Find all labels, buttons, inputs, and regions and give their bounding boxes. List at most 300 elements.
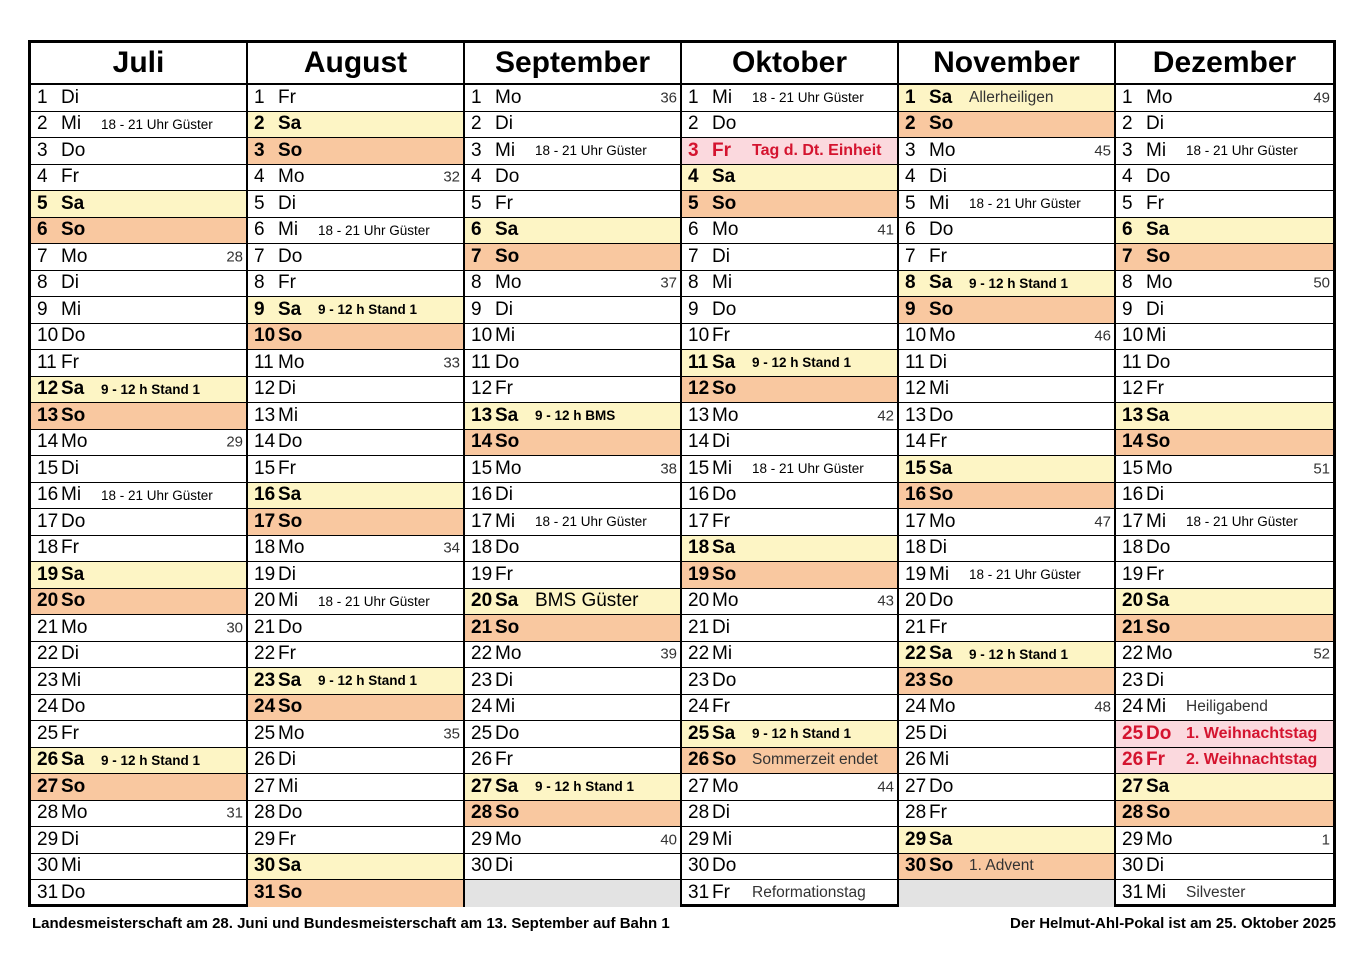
day-number: 8 (905, 272, 916, 294)
day-note: 9 - 12 h Stand 1 (969, 275, 1069, 291)
day-row (465, 748, 680, 775)
day-row (682, 880, 897, 907)
day-number: 25 (471, 722, 493, 744)
day-row (899, 244, 1114, 271)
day-row (31, 244, 246, 271)
day-number: 3 (1122, 139, 1133, 161)
day-row (682, 668, 897, 695)
weekday: Sa (278, 113, 302, 135)
weekday: So (712, 378, 737, 400)
day-row (248, 721, 463, 748)
day-number: 26 (37, 749, 59, 771)
day-number: 15 (1122, 457, 1144, 479)
weekday: Mi (1146, 882, 1167, 904)
day-row (1116, 589, 1333, 616)
weekday: So (278, 325, 303, 347)
day-note: 18 - 21 Uhr Güster (752, 90, 864, 106)
weekday: Sa (929, 272, 953, 294)
day-number: 23 (471, 669, 493, 691)
weekday: Di (61, 828, 79, 850)
week-number: 46 (1094, 327, 1111, 345)
day-note: 9 - 12 h Stand 1 (318, 673, 418, 689)
day-row (682, 218, 897, 245)
day-number: 1 (1122, 86, 1133, 108)
day-row (682, 536, 897, 563)
day-number: 24 (1122, 696, 1144, 718)
day-number: 4 (688, 166, 699, 188)
day-row (31, 695, 246, 722)
week-number: 29 (226, 433, 243, 451)
day-row (682, 562, 897, 589)
weekday: Mi (495, 510, 516, 532)
day-number: 29 (1122, 828, 1144, 850)
week-number: 39 (660, 645, 677, 663)
day-row (682, 297, 897, 324)
day-note: 2. Weihnachtstag (1186, 751, 1318, 769)
day-number: 31 (1122, 882, 1144, 904)
day-note: 1. Advent (969, 857, 1034, 875)
weekday: Do (61, 325, 86, 347)
day-number: 12 (688, 378, 710, 400)
day-row (248, 562, 463, 589)
week-number: 37 (660, 274, 677, 292)
day-number: 1 (37, 86, 48, 108)
weekday: Di (1146, 298, 1164, 320)
day-note: 9 - 12 h Stand 1 (535, 779, 635, 795)
day-number: 28 (254, 802, 276, 824)
day-row (682, 456, 897, 483)
weekday: Di (61, 457, 79, 479)
day-row (1116, 244, 1333, 271)
day-row (465, 536, 680, 563)
weekday: Di (495, 113, 513, 135)
weekday: So (495, 616, 520, 638)
day-number: 29 (254, 828, 276, 850)
day-row (465, 483, 680, 510)
day-number: 23 (688, 669, 710, 691)
weekday: Di (712, 616, 730, 638)
day-number: 12 (1122, 378, 1144, 400)
weekday: Sa (712, 537, 736, 559)
day-row (248, 271, 463, 298)
day-row (1116, 191, 1333, 218)
weekday: Mo (929, 696, 956, 718)
weekday: Di (495, 855, 513, 877)
day-row (31, 324, 246, 351)
week-number: 34 (443, 539, 460, 557)
day-number: 30 (471, 855, 493, 877)
day-number: 21 (905, 616, 927, 638)
day-number: 7 (688, 245, 699, 267)
day-number: 29 (37, 828, 59, 850)
weekday: Di (712, 245, 730, 267)
day-row (465, 191, 680, 218)
weekday: Mo (278, 351, 305, 373)
day-row (248, 589, 463, 616)
day-number: 28 (37, 802, 59, 824)
weekday: Sa (61, 749, 85, 771)
weekday: Sa (929, 457, 953, 479)
day-row (899, 721, 1114, 748)
month-column-juli (31, 43, 248, 907)
weekday: Mo (929, 325, 956, 347)
weekday: So (929, 484, 954, 506)
day-row (465, 695, 680, 722)
weekday: Mo (1146, 272, 1173, 294)
weekday: Mi (1146, 510, 1167, 532)
day-row (899, 85, 1114, 112)
weekday: Do (712, 113, 737, 135)
day-row (248, 774, 463, 801)
day-number: 2 (471, 113, 482, 135)
day-row (31, 509, 246, 536)
day-number: 19 (37, 563, 59, 585)
weekday: Fr (712, 510, 730, 532)
day-row (248, 165, 463, 192)
weekday: Mo (61, 616, 88, 638)
day-number: 19 (1122, 563, 1144, 585)
weekday: Fr (495, 192, 513, 214)
week-number: 31 (226, 804, 243, 822)
day-row (465, 218, 680, 245)
month-header: November (899, 43, 1114, 85)
day-row (1116, 562, 1333, 589)
day-note: 18 - 21 Uhr Güster (101, 487, 213, 503)
day-number: 22 (1122, 643, 1144, 665)
weekday: So (61, 775, 86, 797)
day-number: 2 (1122, 113, 1133, 135)
day-number: 30 (905, 855, 927, 877)
day-number: 20 (37, 590, 59, 612)
day-note: 18 - 21 Uhr Güster (318, 222, 430, 238)
weekday: Sa (1146, 590, 1170, 612)
weekday: So (1146, 431, 1171, 453)
day-number: 7 (471, 245, 482, 267)
weekday: Do (1146, 166, 1171, 188)
day-row (248, 324, 463, 351)
day-number: 21 (254, 616, 276, 638)
weekday: Fr (712, 139, 731, 161)
weekday: Fr (712, 325, 730, 347)
day-row (248, 801, 463, 828)
day-row (465, 801, 680, 828)
week-number: 28 (226, 248, 243, 266)
weekday: So (278, 510, 303, 532)
weekday: Di (278, 749, 296, 771)
weekday: Mo (712, 590, 739, 612)
day-number: 25 (1122, 722, 1144, 744)
day-row (465, 138, 680, 165)
day-number: 3 (254, 139, 265, 161)
day-row (682, 589, 897, 616)
weekday: Fr (61, 722, 79, 744)
weekday: Mo (1146, 457, 1173, 479)
day-number: 18 (37, 537, 59, 559)
weekday: Sa (495, 219, 519, 241)
day-number: 18 (688, 537, 710, 559)
day-number: 15 (688, 457, 710, 479)
day-note: Sommerzeit endet (752, 751, 878, 769)
day-number: 13 (37, 404, 59, 426)
day-row (1116, 721, 1333, 748)
day-number: 7 (37, 245, 48, 267)
day-number: 28 (471, 802, 493, 824)
weekday: Sa (61, 563, 85, 585)
weekday: So (61, 590, 86, 612)
day-row (899, 430, 1114, 457)
weekday: Do (495, 351, 520, 373)
day-number: 27 (905, 775, 927, 797)
day-note: 9 - 12 h Stand 1 (101, 752, 201, 768)
weekday: Fr (495, 378, 513, 400)
day-number: 7 (905, 245, 916, 267)
day-number: 8 (471, 272, 482, 294)
day-number: 26 (1122, 749, 1144, 771)
weekday: Fr (61, 537, 79, 559)
weekday: So (929, 298, 954, 320)
day-row (682, 271, 897, 298)
day-row (899, 138, 1114, 165)
day-number: 9 (905, 298, 916, 320)
day-number: 10 (37, 325, 59, 347)
day-row (899, 615, 1114, 642)
weekday: Fr (278, 828, 296, 850)
weekday: Mo (495, 86, 522, 108)
month-header: Dezember (1116, 43, 1333, 85)
weekday: Mi (712, 457, 733, 479)
day-row (899, 774, 1114, 801)
day-row (31, 456, 246, 483)
day-row (248, 403, 463, 430)
day-note: Heiligabend (1186, 698, 1268, 716)
day-number: 22 (688, 643, 710, 665)
day-row (899, 668, 1114, 695)
weekday: Mo (61, 245, 88, 267)
day-note: 18 - 21 Uhr Güster (535, 514, 647, 530)
day-row (465, 456, 680, 483)
day-row (1116, 218, 1333, 245)
day-note: 18 - 21 Uhr Güster (101, 116, 213, 132)
day-row (31, 297, 246, 324)
day-row (899, 165, 1114, 192)
weekday: Do (61, 696, 86, 718)
day-row (31, 403, 246, 430)
weekday: Do (495, 166, 520, 188)
day-row (248, 191, 463, 218)
month-column-dezember (1116, 43, 1333, 907)
day-number: 8 (254, 272, 265, 294)
weekday: So (278, 696, 303, 718)
day-row (682, 350, 897, 377)
weekday: Do (712, 855, 737, 877)
weekday: Di (1146, 855, 1164, 877)
day-number: 17 (37, 510, 59, 532)
weekday: Di (712, 802, 730, 824)
day-row (248, 456, 463, 483)
weekday: Do (495, 722, 520, 744)
day-number: 4 (471, 166, 482, 188)
weekday: Di (1146, 669, 1164, 691)
day-row (465, 377, 680, 404)
weekday: Mo (929, 510, 956, 532)
day-row (248, 138, 463, 165)
day-row (1116, 695, 1333, 722)
month-header: Oktober (682, 43, 897, 85)
week-number: 42 (877, 407, 894, 425)
day-number: 15 (254, 457, 276, 479)
weekday: Di (61, 643, 79, 665)
weekday: Di (278, 378, 296, 400)
day-number: 20 (905, 590, 927, 612)
weekday: Sa (712, 722, 736, 744)
day-number: 11 (1122, 351, 1142, 373)
day-row (248, 483, 463, 510)
day-number: 17 (905, 510, 927, 532)
day-number: 23 (1122, 669, 1144, 691)
day-number: 6 (688, 219, 699, 241)
weekday: So (495, 802, 520, 824)
day-number: 9 (1122, 298, 1133, 320)
day-row (31, 615, 246, 642)
day-number: 4 (905, 166, 916, 188)
day-number: 3 (37, 139, 48, 161)
day-row (248, 668, 463, 695)
day-row (899, 297, 1114, 324)
day-number: 11 (37, 351, 57, 373)
day-number: 30 (254, 855, 276, 877)
day-number: 12 (905, 378, 927, 400)
day-row (899, 642, 1114, 669)
weekday: So (278, 882, 303, 904)
week-number: 40 (660, 831, 677, 849)
weekday: Mo (61, 802, 88, 824)
day-number: 10 (905, 325, 927, 347)
week-number: 32 (443, 168, 460, 186)
weekday: Mi (712, 272, 733, 294)
day-row (899, 536, 1114, 563)
day-note: 18 - 21 Uhr Güster (1186, 514, 1298, 530)
day-row (31, 430, 246, 457)
day-number: 17 (1122, 510, 1144, 532)
weekday: Mo (1146, 643, 1173, 665)
weekday: Di (278, 563, 296, 585)
day-number: 5 (688, 192, 699, 214)
day-number: 4 (37, 166, 48, 188)
day-number: 10 (1122, 325, 1144, 347)
weekday: Mo (495, 643, 522, 665)
day-number: 1 (688, 86, 699, 108)
day-number: 10 (688, 325, 710, 347)
weekday: So (712, 563, 737, 585)
day-row (1116, 668, 1333, 695)
day-row (465, 721, 680, 748)
weekday: Sa (278, 298, 302, 320)
weekday: Di (495, 484, 513, 506)
weekday: Sa (929, 828, 953, 850)
day-number: 25 (688, 722, 710, 744)
day-number: 17 (254, 510, 276, 532)
month-header: August (248, 43, 463, 85)
day-number: 24 (905, 696, 927, 718)
day-number: 13 (688, 404, 710, 426)
day-row (31, 774, 246, 801)
day-number: 21 (37, 616, 59, 638)
weekday: Di (929, 166, 947, 188)
weekday: Mi (278, 775, 299, 797)
day-row (248, 350, 463, 377)
day-row (899, 854, 1114, 881)
day-row (899, 218, 1114, 245)
day-number: 2 (254, 113, 265, 135)
day-number: 5 (905, 192, 916, 214)
week-number: 35 (443, 725, 460, 743)
calendar-grid (28, 40, 1336, 907)
day-number: 8 (688, 272, 699, 294)
day-note: 1. Weihnachtstag (1186, 724, 1318, 742)
weekday: Sa (712, 166, 736, 188)
weekday: Sa (1146, 775, 1170, 797)
day-row (899, 589, 1114, 616)
day-number: 27 (1122, 775, 1144, 797)
weekday: Do (61, 510, 86, 532)
weekday: Di (61, 86, 79, 108)
weekday: Fr (712, 882, 730, 904)
weekday: Di (495, 669, 513, 691)
day-row (248, 244, 463, 271)
day-row (465, 112, 680, 139)
day-row (1116, 748, 1333, 775)
day-number: 18 (254, 537, 276, 559)
day-row (465, 324, 680, 351)
weekday: Do (1146, 537, 1171, 559)
day-row (31, 85, 246, 112)
day-number: 31 (37, 882, 59, 904)
day-row (1116, 403, 1333, 430)
day-number: 15 (37, 457, 59, 479)
day-number: 20 (254, 590, 276, 612)
day-row (899, 695, 1114, 722)
week-number: 45 (1094, 142, 1111, 160)
week-number: 44 (877, 778, 894, 796)
weekday: Mo (1146, 86, 1173, 108)
weekday: Di (61, 272, 79, 294)
day-number: 9 (254, 298, 265, 320)
day-row (1116, 350, 1333, 377)
day-number: 13 (254, 404, 276, 426)
day-row (682, 483, 897, 510)
weekday: Sa (712, 351, 736, 373)
day-row (899, 827, 1114, 854)
day-note: BMS Güster (535, 590, 639, 612)
day-row (1116, 456, 1333, 483)
day-note: 9 - 12 h Stand 1 (752, 726, 852, 742)
day-note: 18 - 21 Uhr Güster (535, 143, 647, 159)
day-row (248, 642, 463, 669)
day-row (682, 165, 897, 192)
day-number: 16 (688, 484, 710, 506)
weekday: Do (278, 616, 303, 638)
weekday: So (1146, 245, 1171, 267)
weekday: Do (929, 219, 954, 241)
day-row (248, 430, 463, 457)
weekday: Mo (712, 775, 739, 797)
day-row (682, 695, 897, 722)
day-row (1116, 880, 1333, 907)
weekday: Mi (929, 378, 950, 400)
day-number: 11 (254, 351, 274, 373)
day-row (899, 562, 1114, 589)
day-number: 17 (688, 510, 710, 532)
